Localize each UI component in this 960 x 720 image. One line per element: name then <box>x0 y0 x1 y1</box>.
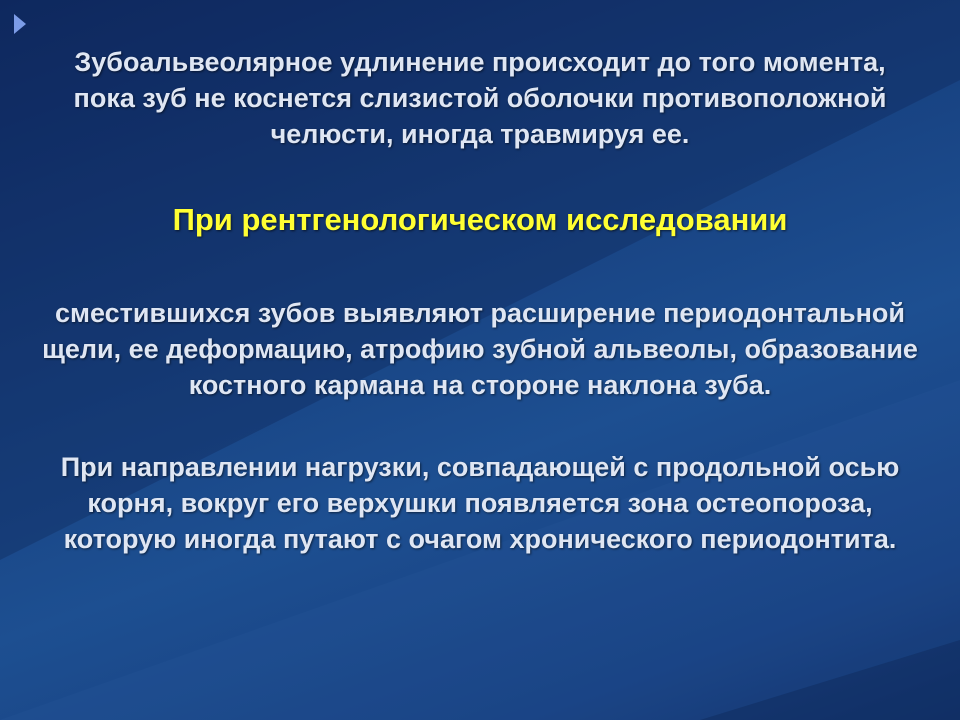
intro-paragraph: Зубоальвеолярное удлинение происходит до того момента, пока зуб не коснется слизистой оболочки противоположной челюсти, иногда травмируя ее. <box>73 47 887 149</box>
slide-arrow-icon <box>14 14 26 34</box>
body-paragraph-1: сместившихся зубов выявляют расширение периодонтальной щели, ее деформацию, атрофию зубной альвеолы, образование костного кармана на стороне наклона зуба. <box>42 298 918 400</box>
body-paragraph-2: При направлении нагрузки, совпадающей с продольной осью корня, вокруг его верхушки появляется зона остеопороза, которую иногда путают с очагом хронического периодонтита. <box>60 452 900 554</box>
slide-heading: При рентгенологическом исследовании <box>172 202 788 237</box>
